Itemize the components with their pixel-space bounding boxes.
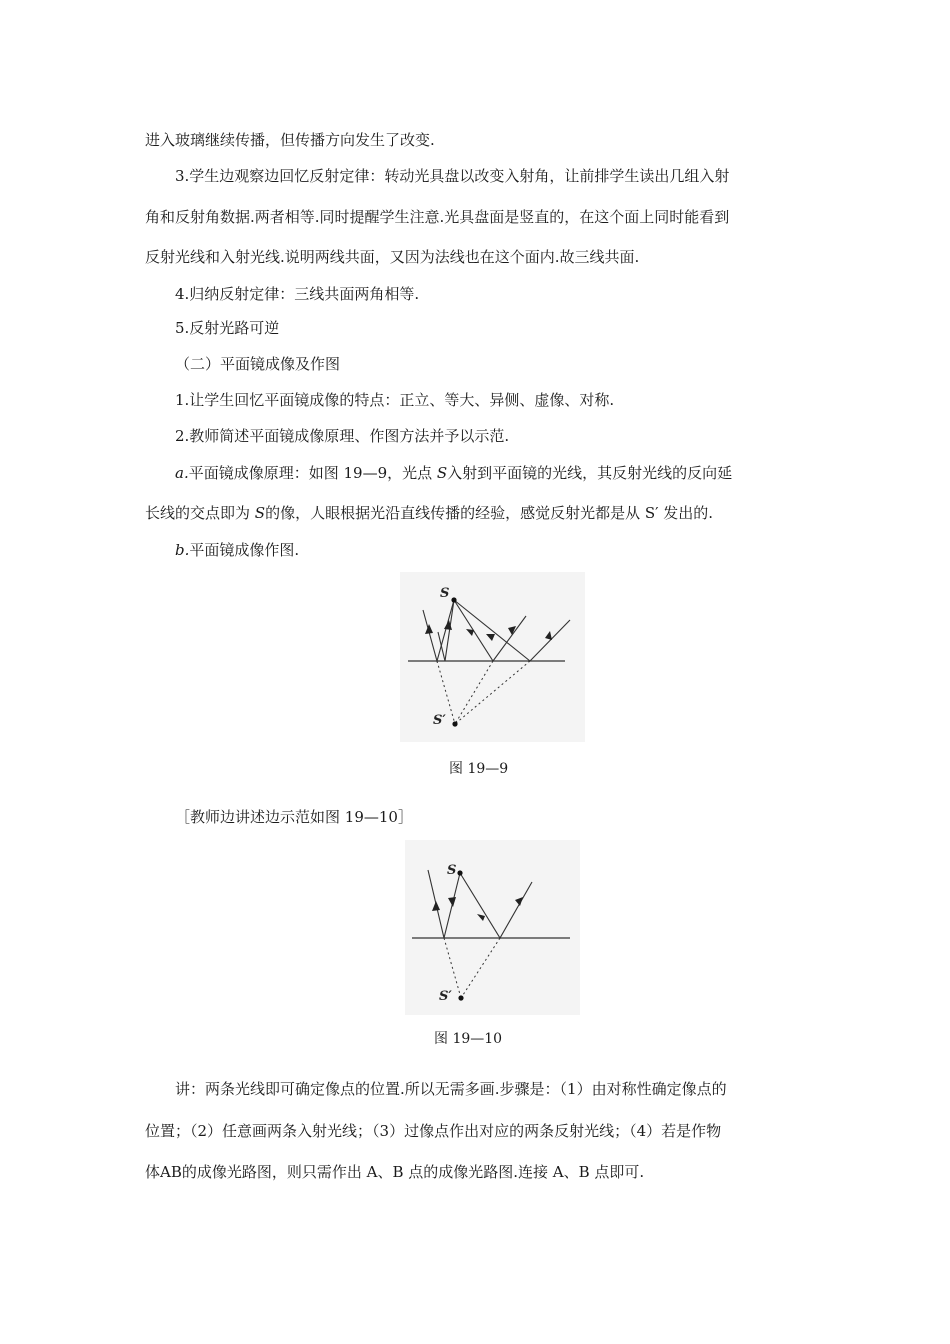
figure-caption: 图 19—10 [434,1031,503,1047]
paragraph-line [175,540,299,560]
paragraph-line [175,463,732,483]
figure-caption: 图 19—9 [449,761,509,777]
paragraph-line: 4.归纳反射定律：三线共面两角相等. [175,285,420,303]
text-span: 平面镜成像原理：如图 19—9，光点 [188,464,437,482]
variable-s: S [254,504,266,522]
paragraph-line: 角和反射角数据.两者相等.同时提醒学生注意.光具盘面是竖直的，在这个面上同时能看到 [145,208,730,226]
text-span: 平面镜成像作图. [189,541,300,559]
variable-s: S [436,464,448,482]
label-s: S [440,586,450,601]
paragraph-line: 1.让学生回忆平面镜成像的特点：正立、等大、异侧、虚像、对称. [175,391,615,409]
list-label: b. [175,541,190,559]
text-span: 的像，人眼根据光沿直线传播的经验，感觉反射光都是从 S′ 发出的. [265,504,714,522]
paragraph-line: 位置；（2）任意画两条入射光线；（3）过像点作出对应的两条反射光线；（4）若是作物 [145,1122,722,1140]
section-heading: （二）平面镜成像及作图 [175,355,341,373]
paragraph-line: ［教师边讲述边示范如图 19—10］ [175,808,413,826]
paragraph-line: 5.反射光路可逆 [175,319,280,337]
paragraph-line: 2.教师简述平面镜成像原理、作图方法并予以示范. [175,427,510,445]
paragraph-line: 进入玻璃继续传播，但传播方向发生了改变. [145,131,435,149]
paragraph-line: 反射光线和入射光线.说明两线共面，又因为法线也在这个面内.故三线共面. [145,248,640,266]
list-label: a. [175,464,189,482]
label-s-prime: S′ [439,989,452,1004]
paragraph-line: 讲：两条光线即可确定像点的位置.所以无需多画.步骤是：（1）由对称性确定像点的 [175,1080,727,1098]
paragraph-line: 3.学生边观察边回忆反射定律：转动光具盘以改变入射角，让前排学生读出几组入射 [175,167,730,185]
figure-19-9 [400,572,585,742]
paragraph-line [145,503,713,523]
label-s-prime: S′ [433,713,446,728]
text-span: 入射到平面镜的光线，其反射光线的反向延 [447,464,733,482]
text-span: 长线的交点即为 [145,504,255,522]
figure-19-10 [405,840,580,1015]
paragraph-line: 体AB的成像光路图，则只需作出 A、B 点的成像光路图.连接 A、B 点即可. [145,1163,645,1181]
label-s: S [447,863,457,878]
